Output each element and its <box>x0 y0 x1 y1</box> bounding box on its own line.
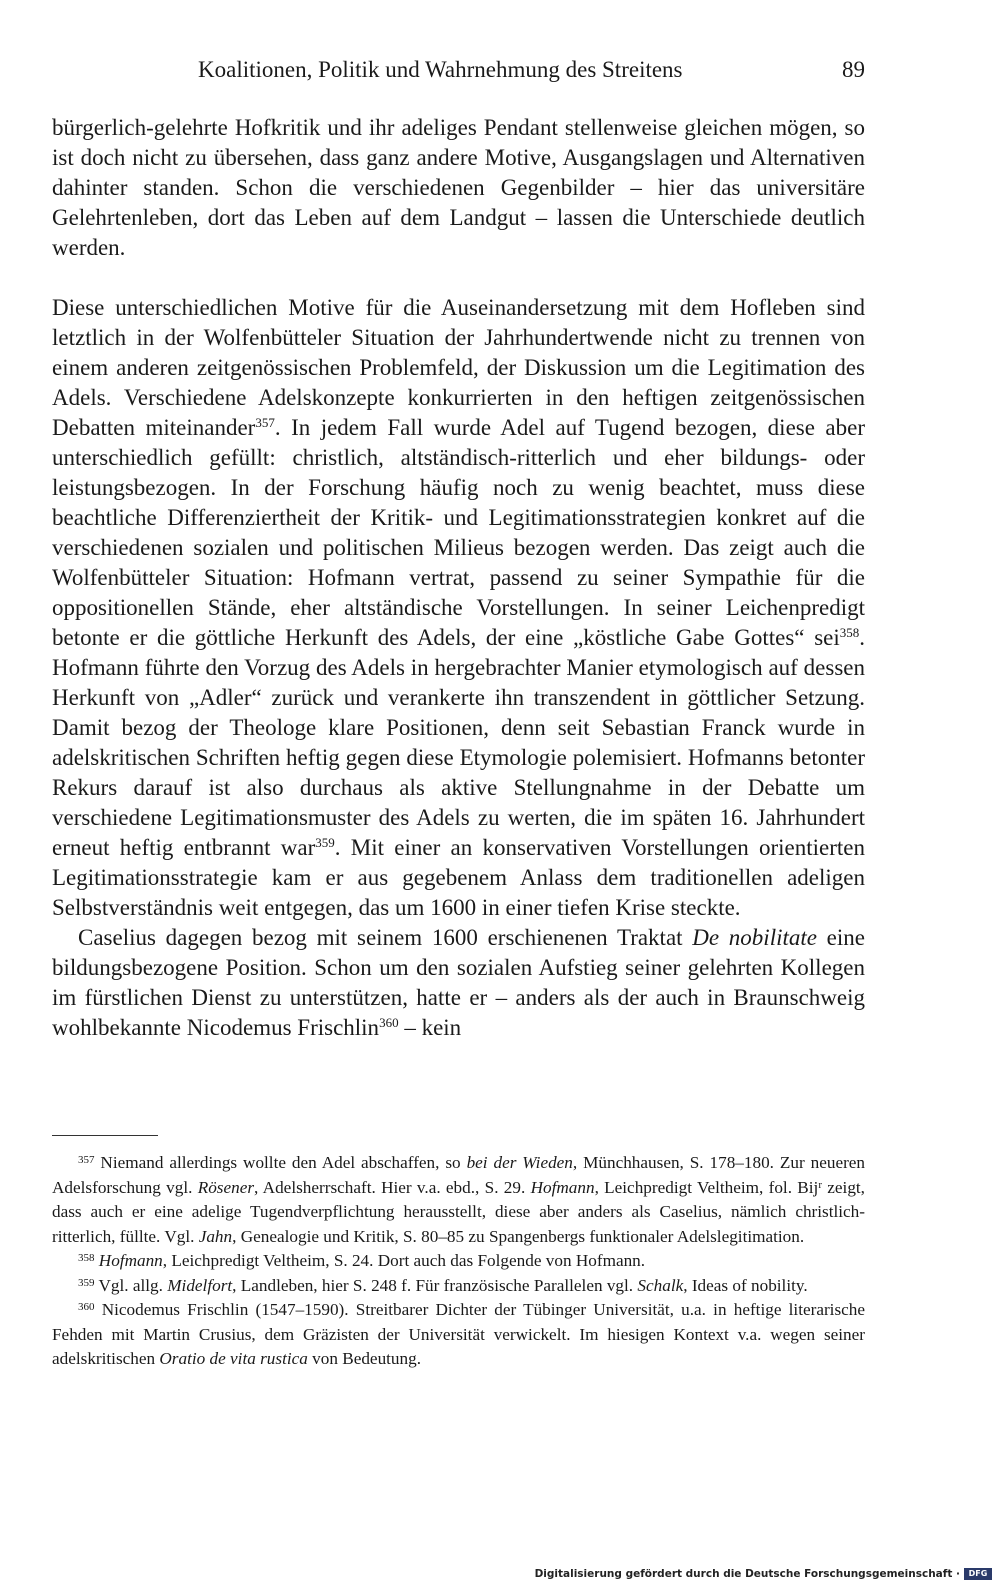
paragraph-3-part-b: eine bildungsbezogene Position. Schon um den sozialen Aufstieg seiner gelehrten Kollegen im fürstlichen Dienst zu unterstützen, hatte er – anders als der auch in Braunschweig wohlbekannte Nicodemus Frischlin <box>52 925 865 1040</box>
footnote-360 <box>52 1298 865 1372</box>
main-text <box>52 113 865 1043</box>
folio-superscript: r <box>818 1178 822 1191</box>
footnote-author: Rösener <box>197 1177 255 1197</box>
paragraph-2 <box>52 293 865 923</box>
footnote-359 <box>52 1274 865 1299</box>
footnote-work-title: Oratio de vita rustica <box>159 1349 308 1368</box>
footnote-text: , Adelsherrschaft. Hier v.a. ebd., S. 29. <box>254 1177 531 1197</box>
footnote-text: , Leichpredigt Veltheim, S. 24. Dort auch das Folgende von Hofmann. <box>162 1251 646 1270</box>
footnote-ref-357[interactable]: 357 <box>255 415 275 430</box>
footnote-author: Midelfort <box>167 1275 233 1295</box>
running-header <box>52 52 865 88</box>
paragraph-2-part-d: . Mit einer an konservativen Vorstellungen orientierten Legitimationsstrategie kam er aus gegebenem Anlass dem traditionellen adeligen Selbstverständnis weit entgegen, das um 1600 in einer tiefen Krise steckte. <box>52 835 865 920</box>
footnote-number: 358 <box>78 1252 95 1264</box>
footnote-author: Hofmann <box>98 1251 163 1270</box>
paragraph-2-part-b: . In jedem Fall wurde Adel auf Tugend bezogen, diese aber unterschiedlich gefüllt: christlich, altständisch-ritterlich und eher bildungs- oder leistungsbezogen. In der Forschung häufig noch zu wenig beachtet, muss diese beachtliche Differenziertheit der Kritik- und Legitimationsstrategien konkret auf die verschiedenen sozialen und politischen Milieus bezogen werden. Das zeigt auch die Wolfenbütteler Situation: Hofmann vertrat, passend zu seiner Sympathie für die oppositionellen Stände, eher altständische Vorstellungen. In seiner Leichenpredigt betonte er die göttliche Herkunft des Adels, der eine „köstliche Gabe Gottes“ sei <box>52 415 865 650</box>
footnote-text: , Landleben, hier S. 248 f. Für französische Parallelen vgl. <box>232 1275 638 1295</box>
footnote-author: Jahn <box>198 1226 233 1246</box>
paragraph-3-part-a: Caselius dagegen bezog mit seinem 1600 erschienenen Traktat <box>78 925 693 950</box>
footnote-author: Schalk <box>637 1275 684 1295</box>
footnotes <box>52 1151 865 1372</box>
paragraph-2-part-c: . Hofmann führte den Vorzug des Adels in hergebrachter Manier etymologisch auf dessen Herkunft von „Adler“ zurück und verankerte ihn transzendent in göttlicher Setzung. Damit bezog der Theologe klare Positionen, denn seit Sebastian Franck wurde in adelskritischen Schriften heftig gegen diese Etymologie polemisiert. Hofmanns betonter Rekurs darauf ist also durchaus als aktive Stellungnahme in der Debatte um verschiedene Legitimationsmuster des Adels zu werten, die im späten 16. Jahrhundert erneut heftig entbrannt war <box>52 625 865 860</box>
credit-text: Digitalisierung gefördert durch die Deutsche Forschungsgemeinschaft · <box>534 1568 960 1580</box>
footnote-number: 357 <box>78 1154 95 1166</box>
dfg-logo: DFG <box>964 1568 992 1580</box>
footnote-text: , Ideas of nobility. <box>683 1275 808 1295</box>
footnote-number: 360 <box>78 1301 95 1313</box>
paragraph-3-part-c: – kein <box>398 1015 462 1040</box>
footnote-text: Niemand allerdings wollte den Adel abschaffen, so <box>94 1153 467 1172</box>
footnote-ref-358[interactable]: 358 <box>839 625 860 640</box>
paragraph-2-part-a: Diese unterschiedlichen Motive für die Auseinandersetzung mit dem Hofleben sind letztlich in der Wolfenbütteler Situation der Jahrhundertwende nicht zu trennen von einem anderen zeitgenössischen Problemfeld, der Diskussion um die Legitimation des Adels. Verschiedene Adelskonzepte konkurrierten in den heftigen zeitgenössischen Debatten miteinander <box>52 295 865 440</box>
digitization-credit <box>535 1568 992 1580</box>
paragraph-1: bürgerlich-gelehrte Hofkritik und ihr adeliges Pendant stellenweise gleichen mögen, so ist doch nicht zu übersehen, dass ganz andere Motive, Ausgangslagen und Alternativen dahinter standen. Schon die verschiedenen Gegenbilder – hier das universitäre Gelehrtenleben, dort das Leben auf dem Landgut – lassen die Unterschiede deutlich werden. <box>52 115 865 260</box>
footnote-author: bei der Wieden <box>466 1153 573 1172</box>
footnote-text: Vgl. allg. <box>94 1275 168 1295</box>
footnote-358 <box>52 1249 865 1274</box>
footnote-text: zeigt, dass auch er eine adelige Tugendverpflichtung herausstellt, diese aber anders als Caselius, nämlich christlich-ritterlich, füllte. Vgl. <box>52 1177 865 1246</box>
footnote-author: Hofmann <box>530 1177 595 1197</box>
footnote-ref-359[interactable]: 359 <box>315 835 335 850</box>
footnote-text: von Bedeutung. <box>307 1349 422 1368</box>
footnote-text: Nicodemus Frischlin (1547–1590). Streitbarer Dichter der Tübinger Universität, u.a. in heftige literarische Fehden mit Martin Crusius, dem Gräzisten der Universität verwickelt. Im hiesigen Kontext v.a. wegen seiner adelskritischen <box>52 1300 865 1368</box>
footnote-357 <box>52 1151 865 1249</box>
footnote-text: , Münchhausen, S. 178–180. Zur neueren Adelsforschung vgl. <box>52 1153 866 1197</box>
footnote-divider <box>52 1135 158 1136</box>
running-title: Koalitionen, Politik und Wahrnehmung des Streitens <box>198 57 683 82</box>
footnote-ref-360[interactable]: 360 <box>379 1015 399 1030</box>
footnote-number: 359 <box>78 1276 95 1289</box>
footnote-text: , Genealogie und Kritik, S. 80–85 zu Spangenbergs funktionaler Adelslegitimation. <box>232 1226 805 1246</box>
treatise-title: De nobilitate <box>692 925 817 950</box>
page-number: 89 <box>842 57 865 82</box>
paragraph-3 <box>52 923 865 1043</box>
footnote-text: , Leichpredigt Veltheim, fol. Bij <box>594 1177 819 1197</box>
